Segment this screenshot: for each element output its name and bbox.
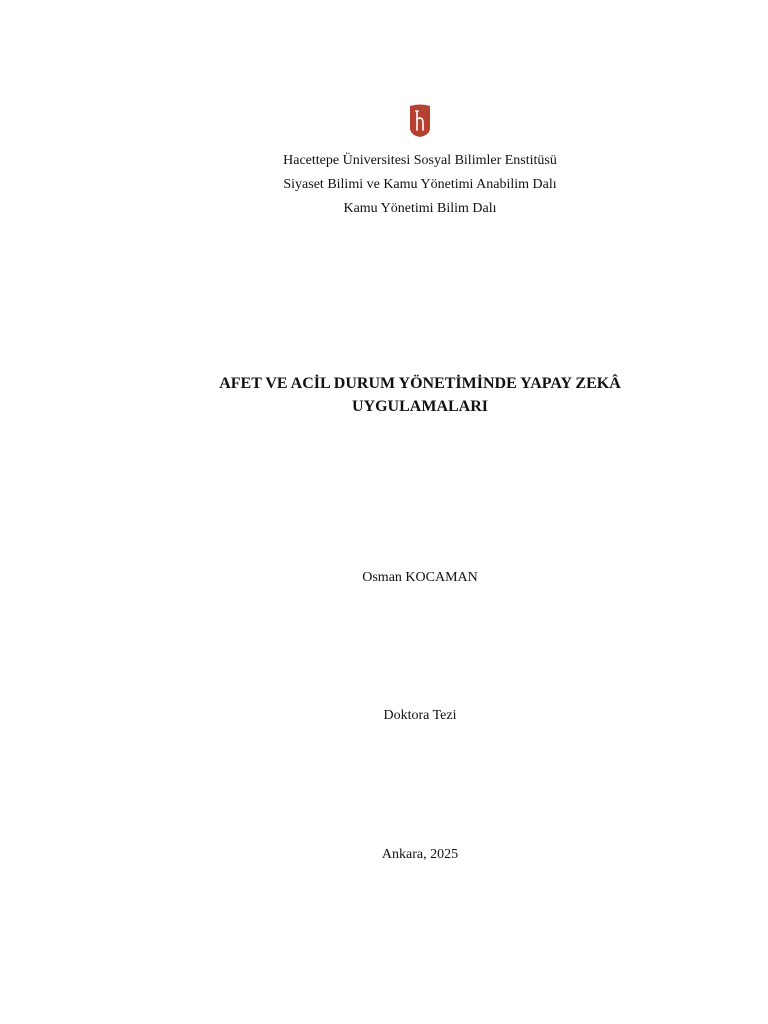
place-and-year: Ankara, 2025 [381, 847, 459, 862]
thesis-title-line-1: AFET VE ACİL DURUM YÖNETİMİNDE YAPAY ZEKÂ [219, 375, 621, 392]
author-name: Osman KOCAMAN [362, 570, 478, 585]
thesis-type: Doktora Tezi [383, 708, 457, 723]
institute-name: Hacettepe Üniversitesi Sosyal Bilimler Enstitüsü [283, 153, 557, 168]
division-name: Kamu Yönetimi Bilim Dalı [343, 201, 497, 216]
department-name: Siyaset Bilimi ve Kamu Yönetimi Anabilim Dalı [283, 177, 557, 192]
hacettepe-university-logo-icon [408, 104, 432, 138]
thesis-title-line-2: UYGULAMALARI [352, 398, 488, 415]
